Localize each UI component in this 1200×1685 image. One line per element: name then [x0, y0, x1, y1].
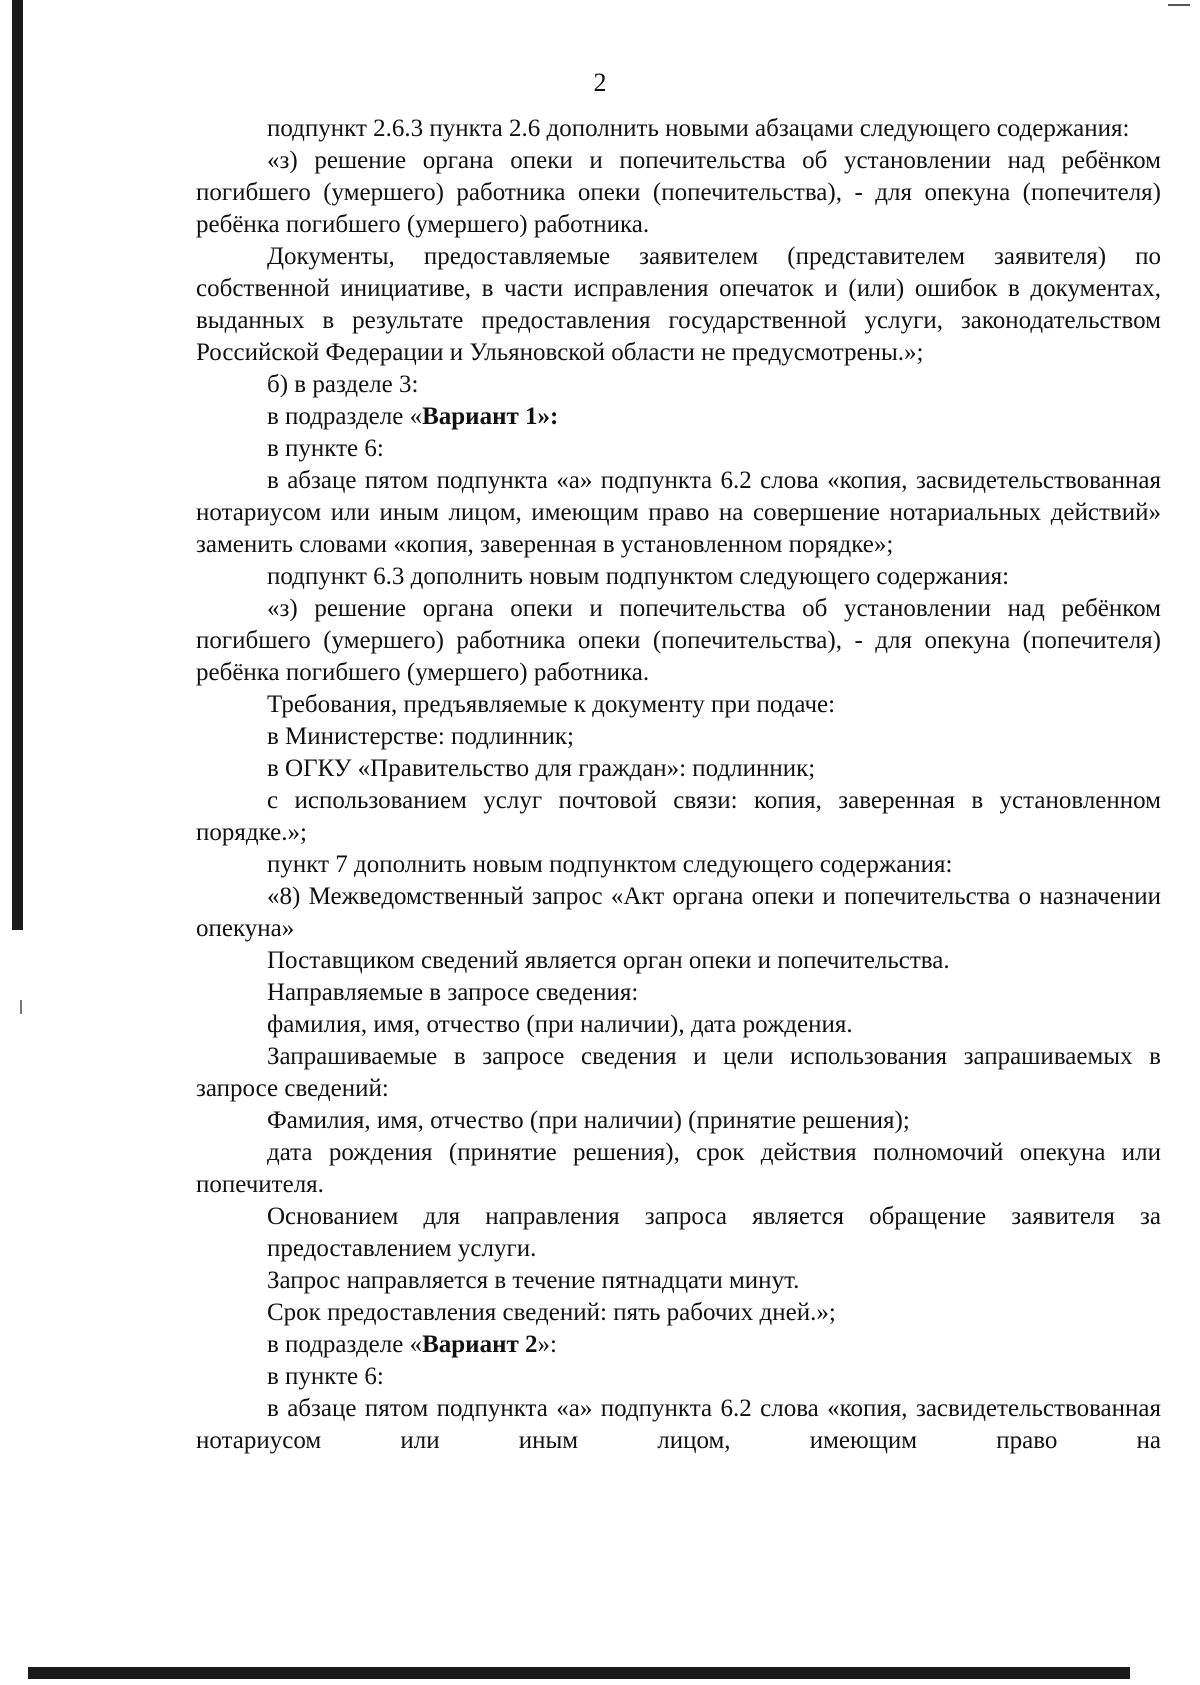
paragraph: Запрос направляется в течение пятнадцати минут.: [267, 1267, 800, 1294]
paragraph-text: в подразделе «: [267, 403, 423, 430]
paragraph: Направляемые в запросе сведения:: [267, 979, 639, 1006]
scan-left-edge: [12, 0, 23, 930]
paragraph: в пункте 6:: [267, 435, 384, 462]
paragraph: в абзаце пятом подпункта «а» подпункта 6.2 слова «копия, засвидетельствованная нотариусом или иным лицом, имеющим право на: [196, 1395, 1161, 1454]
paragraph: в Министерстве: подлинник;: [267, 723, 574, 750]
paragraph: пункт 7 дополнить новым подпунктом следующего содержания:: [267, 851, 953, 878]
scan-bottom-bar: [28, 1667, 1130, 1679]
paragraph-text: в подразделе «: [267, 1331, 423, 1358]
paragraph: Требования, предъявляемые к документу при подаче:: [267, 691, 836, 718]
paragraph: [196, 1329, 1161, 1361]
section-variant-heading: Вариант 2: [422, 1331, 538, 1358]
paragraph: Фамилия, имя, отчество (при наличии) (принятие решения);: [267, 1107, 910, 1134]
paragraph: в пункте 6:: [267, 1363, 384, 1390]
paragraph-text: »:: [537, 1331, 557, 1358]
paragraph: в абзаце пятом подпункта «а» подпункта 6.2 слова «копия, засвидетельствованная нотариусом или иным лицом, имеющим право на совершение нотариальных действий» заменить словами «копия, заверенная в установленном порядке»;: [196, 467, 1161, 558]
paragraph: в ОГКУ «Правительство для граждан»: подлинник;: [267, 755, 816, 782]
paragraph: подпункт 2.6.3 пункта 2.6 дополнить новыми абзацами следующего содержания:: [267, 115, 1130, 142]
paragraph: Поставщиком сведений является орган опеки и попечительства.: [267, 947, 950, 974]
paragraph: б) в разделе 3:: [267, 371, 419, 398]
paragraph: Основанием для направления запроса является обращение заявителя за предоставлением услуги.: [267, 1203, 1161, 1262]
paragraph: «8) Межведомственный запрос «Акт органа опеки и попечительства о назначении опекуна»: [196, 883, 1161, 942]
paragraph: Срок предоставления сведений: пять рабочих дней.»;: [267, 1299, 836, 1326]
paragraph: с использованием услуг почтовой связи: копия, заверенная в установленном порядке.»;: [196, 787, 1161, 846]
section-variant-heading: Вариант 1»:: [422, 403, 559, 430]
scan-top-right-mark: [1168, 4, 1190, 6]
paragraph: [196, 401, 1161, 433]
page-number: 2: [593, 68, 607, 97]
paragraph: Документы, предоставляемые заявителем (представителем заявителя) по собственной инициативе, в части исправления опечаток и (или) ошибок в документах, выданных в результате предоставления государственной услуги, законодательством Российской Федерации и Ульяновской области не предусмотрены.»;: [196, 243, 1161, 366]
scan-left-tick: [20, 1000, 22, 1014]
paragraph: подпункт 6.3 дополнить новым подпунктом следующего содержания:: [267, 563, 1010, 590]
paragraph: Запрашиваемые в запросе сведения и цели использования запрашиваемых в запросе сведений:: [196, 1043, 1161, 1102]
paragraph: фамилия, имя, отчество (при наличии), дата рождения.: [267, 1011, 853, 1038]
paragraph: «з) решение органа опеки и попечительства об установлении над ребёнком погибшего (умершего) работника опеки (попечительства), - для опекуна (попечителя) ребёнка погибшего (умершего) работника.: [196, 595, 1161, 686]
document-body: [196, 113, 1161, 1457]
paragraph: дата рождения (принятие решения), срок действия полномочий опекуна или попечителя.: [196, 1139, 1161, 1198]
paragraph: «з) решение органа опеки и попечительства об установлении над ребёнком погибшего (умершего) работника опеки (попечительства), - для опекуна (попечителя) ребёнка погибшего (умершего) работника.: [196, 147, 1161, 238]
